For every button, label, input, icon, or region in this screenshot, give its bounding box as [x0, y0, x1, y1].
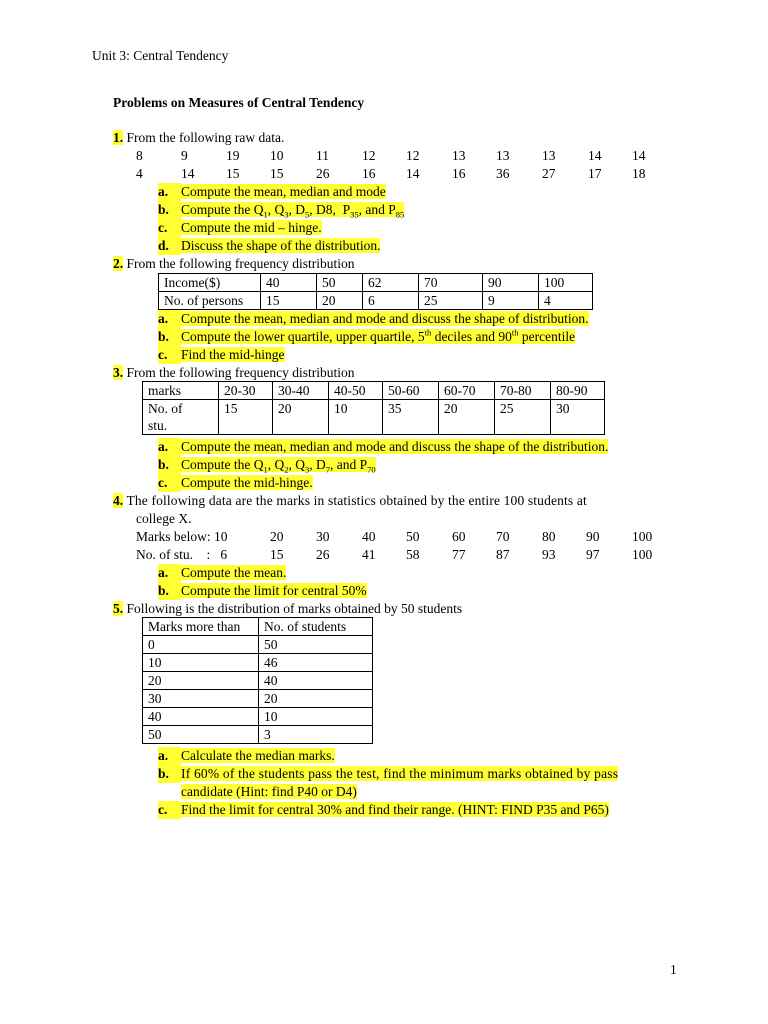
table-cell: marks [143, 382, 219, 400]
table-row [143, 708, 373, 726]
table-row [143, 654, 373, 672]
table-cell: 40 [261, 274, 317, 292]
data-value: 40 [362, 529, 376, 544]
data-value: 100 [632, 547, 653, 562]
table-cell: No. of students [259, 618, 373, 636]
table-cell: Marks more than [143, 618, 259, 636]
table-cell: 40 [143, 708, 259, 726]
students-label: No. of stu. : 6 [136, 547, 228, 562]
table-cell: 40 [259, 672, 373, 690]
table-cell: 20 [317, 292, 363, 310]
data-value: 14 [406, 166, 420, 181]
data-value: 60 [452, 529, 466, 544]
page-header: Unit 3: Central Tendency [92, 48, 229, 63]
question-2-number: 2. [113, 256, 124, 271]
table-cell: 15 [219, 400, 273, 435]
question-2 [113, 255, 354, 273]
table-cell: 15 [261, 292, 317, 310]
data-value: 14 [588, 148, 602, 163]
data-value: 50 [406, 529, 420, 544]
data-value: 93 [542, 547, 556, 562]
table-row [143, 672, 373, 690]
data-value: 15 [270, 166, 284, 181]
data-value: 14 [632, 148, 646, 163]
table-cell: 0 [143, 636, 259, 654]
data-value: 90 [586, 529, 600, 544]
question-3 [113, 364, 354, 382]
data-value: 13 [452, 148, 466, 163]
table-cell: 10 [259, 708, 373, 726]
question-5a: a. Calculate the median marks. [158, 748, 335, 763]
question-5-number: 5. [113, 601, 124, 616]
data-value: 9 [181, 148, 188, 163]
marks-below-label: Marks below: 10 [136, 529, 228, 544]
page-number: 1 [670, 962, 677, 977]
students-row [136, 546, 676, 564]
marks-table [142, 381, 605, 435]
data-value: 4 [136, 166, 143, 181]
data-value: 13 [496, 148, 510, 163]
question-3c: c. Compute the mid-hinge. [158, 475, 313, 490]
question-1a: a. Compute the mean, median and mode [158, 184, 386, 199]
data-value: 26 [316, 166, 330, 181]
question-3-number: 3. [113, 365, 124, 380]
data-value: 30 [316, 529, 330, 544]
page-title: Problems on Measures of Central Tendency [113, 95, 365, 110]
data-value: 100 [632, 529, 653, 544]
table-cell: 25 [495, 400, 551, 435]
question-5b: b. If 60% of the students pass the test, find the minimum marks obtained by pass [158, 766, 619, 781]
table-row [159, 274, 593, 292]
question-4-text: The following data are the marks in statistics obtained by the entire 100 students at [126, 493, 587, 508]
table-cell: 70 [419, 274, 483, 292]
question-1 [113, 129, 284, 147]
marks-below-row [136, 528, 676, 546]
data-value: 19 [226, 148, 240, 163]
table-row [143, 400, 605, 435]
table-cell: No. of stu. [143, 400, 219, 435]
question-3b: b. Compute the $Q_1$, $Q_2$, $Q_3$, $D_7$, and $P_{70}$ [158, 457, 376, 475]
data-value: 41 [362, 547, 376, 562]
data-value: 11 [316, 148, 329, 163]
table-cell: 60-70 [439, 382, 495, 400]
table-row [159, 292, 593, 310]
data-value: 15 [226, 166, 240, 181]
table-cell: No. of persons [159, 292, 261, 310]
data-value: 16 [452, 166, 466, 181]
table-cell: 10 [329, 400, 383, 435]
table-cell: 4 [539, 292, 593, 310]
income-table [158, 273, 593, 310]
table-cell: 9 [483, 292, 539, 310]
question-4 [113, 492, 587, 510]
table-cell: 20-30 [219, 382, 273, 400]
question-2b: b. Compute the lower quartile, upper quartile, 5th deciles and 90th percentile [158, 327, 576, 344]
data-value: 13 [542, 148, 556, 163]
table-cell: 90 [483, 274, 539, 292]
question-4a: a. Compute the mean. [158, 565, 287, 580]
table-cell: 35 [383, 400, 439, 435]
question-4-text-cont: college X. [136, 511, 192, 526]
data-value: 12 [362, 148, 376, 163]
table-cell: Income($) [159, 274, 261, 292]
data-value: 87 [496, 547, 510, 562]
question-1-text: From the following raw data. [126, 130, 285, 145]
question-5b-cont: candidate (Hint: find P40 or D4) [181, 784, 357, 799]
question-1-number: 1. [113, 130, 124, 145]
table-cell: 3 [259, 726, 373, 744]
question-3a: a. Compute the mean, median and mode and discuss the shape of the distribution. [158, 439, 609, 454]
raw-data-row-2 [136, 165, 676, 183]
table-row [143, 690, 373, 708]
table-cell: 50 [259, 636, 373, 654]
data-value: 80 [542, 529, 556, 544]
data-value: 26 [316, 547, 330, 562]
data-value: 58 [406, 547, 420, 562]
table-cell: 30 [551, 400, 605, 435]
table-cell: 46 [259, 654, 373, 672]
table-cell: 20 [143, 672, 259, 690]
table-cell: 100 [539, 274, 593, 292]
marks-more-than-table [142, 617, 373, 744]
table-cell: 50 [317, 274, 363, 292]
question-5c: c. Find the limit for central 30% and find their range. (HINT: FIND P35 and P65) [158, 802, 609, 817]
data-value: 36 [496, 166, 510, 181]
question-3-text: From the following frequency distribution [126, 365, 355, 380]
table-cell: 30-40 [273, 382, 329, 400]
data-value: 70 [496, 529, 510, 544]
table-cell: 40-50 [329, 382, 383, 400]
question-1d: d. Discuss the shape of the distribution. [158, 238, 381, 253]
data-value: 77 [452, 547, 466, 562]
table-cell: 30 [143, 690, 259, 708]
question-1c: c. Compute the mid – hinge. [158, 220, 322, 235]
data-value: 18 [632, 166, 646, 181]
table-row [143, 618, 373, 636]
table-row [143, 726, 373, 744]
table-cell: 62 [363, 274, 419, 292]
question-4b: b. Compute the limit for central 50% [158, 583, 367, 598]
table-cell: 20 [259, 690, 373, 708]
data-value: 15 [270, 547, 284, 562]
data-value: 20 [270, 529, 284, 544]
question-2a: a. Compute the mean, median and mode and discuss the shape of distribution. [158, 311, 589, 326]
table-cell: 25 [419, 292, 483, 310]
question-4-number: 4. [113, 493, 124, 508]
data-value: 14 [181, 166, 195, 181]
data-value: 27 [542, 166, 556, 181]
data-value: 8 [136, 148, 143, 163]
table-row [143, 636, 373, 654]
table-cell: 20 [439, 400, 495, 435]
table-row [143, 382, 605, 400]
table-cell: 70-80 [495, 382, 551, 400]
question-5-text: Following is the distribution of marks obtained by 50 students [126, 601, 463, 616]
raw-data-row-1 [136, 147, 676, 165]
question-1b: b. Compute the $Q_1$, $Q_3$, $D_5$, D8, $P_{35}$, and $P_{85}$ [158, 202, 405, 220]
table-cell: 50-60 [383, 382, 439, 400]
question-5 [113, 600, 462, 618]
question-2-text: From the following frequency distribution [126, 256, 355, 271]
data-value: 10 [270, 148, 284, 163]
table-cell: 20 [273, 400, 329, 435]
question-2c: c. Find the mid-hinge [158, 347, 285, 362]
data-value: 97 [586, 547, 600, 562]
table-cell: 10 [143, 654, 259, 672]
data-value: 12 [406, 148, 420, 163]
data-value: 17 [588, 166, 602, 181]
data-value: 16 [362, 166, 376, 181]
table-cell: 6 [363, 292, 419, 310]
table-cell: 80-90 [551, 382, 605, 400]
table-cell: 50 [143, 726, 259, 744]
